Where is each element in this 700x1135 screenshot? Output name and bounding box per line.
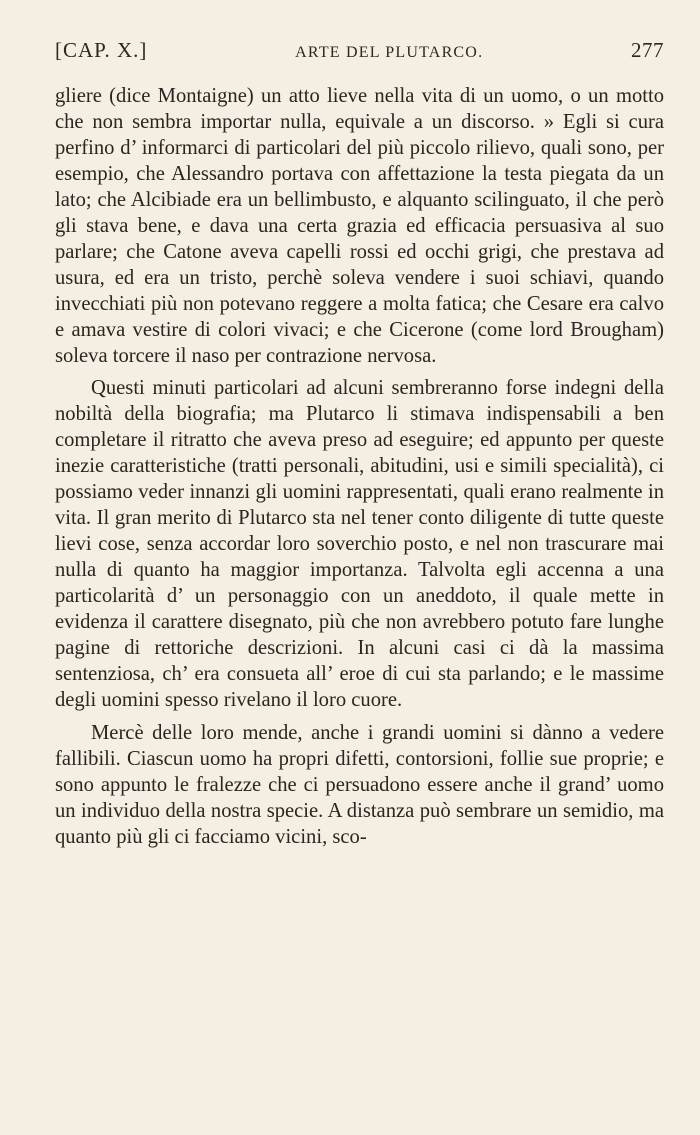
running-title: ARTE DEL PLUTARCO.	[295, 44, 484, 61]
page-number: 277	[631, 38, 664, 62]
body-text	[55, 84, 664, 851]
paragraph-continuation: gliere (dice Montaigne) un atto lieve nella vita di un uomo, o un motto che non sembra importar nulla, equivale a un discorso. » Egli si cura perfino d’ informarci di particolari del più piccolo rilievo, quali sono, per esempio, che Alessandro portava con affettazione la testa piegata da un lato; che Alcibiade era un bellimbusto, e alquanto scilinguato, il che però gli stava bene, e dava una certa grazia ed efficacia persuasiva al suo parlare; che Catone aveva capelli rossi ed occhi grigi, che prestava ad usura, ed era un tristo, perchè soleva vendere i suoi schiavi, quando invecchiati più non potevano reggere a molta fatica; che Cesare era calvo e amava vestire di colori vivaci; e che Cicerone (come lord Brougham) soleva torcere il naso per contrazione nervosa.	[55, 85, 664, 367]
running-head	[55, 38, 664, 72]
chapter-reference: [CAP. X.]	[55, 38, 148, 62]
paragraph: Questi minuti particolari ad alcuni sembreranno forse indegni della nobiltà della biografia; ma Plutarco li stimava indispensabili a ben completare il ritratto che aveva preso ad eseguire; ed appunto per queste inezie caratteristiche (tratti personali, abitudini, usi e simili specialità), ci possiamo veder innanzi gli uomini rappresentati, quali erano realmente in vita. Il gran merito di Plutarco sta nel tener conto diligente di tutte queste lievi cose, senza accordar loro soverchio posto, e nel non trascurare mai nulla di quanto ha maggior importanza. Talvolta egli accenna a una particolarità d’ un personaggio con un aneddoto, il quale mette in evidenza il carattere disegnato, più che non avrebbero potuto fare lunghe pagine di rettoriche descrizioni. In alcuni casi ci dà la massima sentenziosa, ch’ era consueta all’ eroe di cui sta parlando; e le massime degli uomini spesso rivelano il loro cuore.	[55, 377, 664, 711]
paragraph: Mercè delle loro mende, anche i grandi uomini si dànno a vedere fallibili. Ciascun uomo ha propri difetti, contorsioni, follie sue proprie; e sono appunto le fralezze che ci persuadono essere anche il grand’ uomo un individuo della nostra specie. A distanza può sembrare un semidio, ma quanto più gli ci facciamo vicini, sco-	[55, 721, 664, 848]
